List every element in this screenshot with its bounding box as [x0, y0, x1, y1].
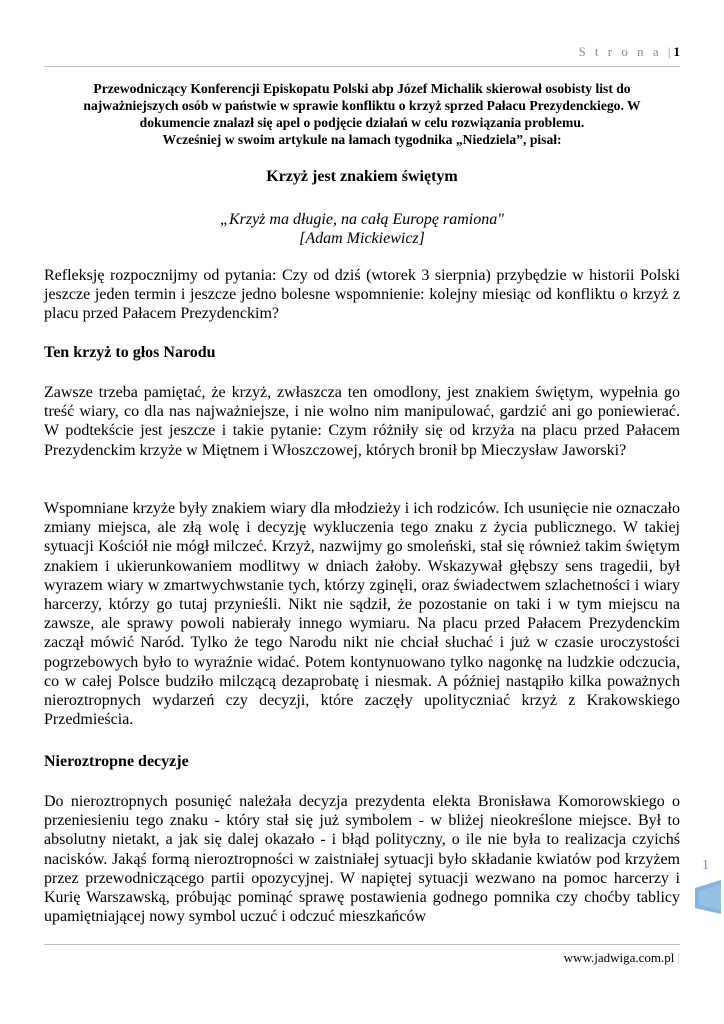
page-number: 1 — [673, 44, 680, 59]
paragraph-4: Do nieroztropnych posunięć należała decyzja prezydenta elekta Bronisława Komorowskiego o przeniesieniu tego znaku - który stał się już symbolem - w bliżej nieokreślone miejsce. Był to absolutny nietakt, a jak się dalej okazało - i błąd polityczny, o ile nie była to realizacja czyichś nacisków. Jakąś formą nieroztropności w zaistniałej sytuacji było składanie kwiatów pod krzyżem przez przewodniczącego partii opozycyjnej. W napiętej sytuacji wezwano na pomoc harcerzy i Kurię Warszawską, próbując pominąć sprawę postawienia godnego pomnika czy choćby tablicy upamiętniającej nowy symbol uczuć i odczuć mieszkańców — [44, 793, 680, 926]
page-footer — [564, 950, 680, 966]
epigraph — [44, 210, 680, 248]
page-header — [578, 44, 680, 60]
paragraph-2: Zawsze trzeba pamiętać, że krzyż, zwłaszcza ten omodlony, jest znakiem świętym, wypełnia go treść wiary, co dla nas najważniejsze, i nie wolno nim manipulować, gardzić ani go poniewierać. W podtekście jest jeszcze i takie pytanie: Czym różniły się od krzyża na placu przed Pałacem Prezydenckim krzyże w Miętnem i Włoszczowej, których bronił bp Mieczysław Jaworski? — [44, 384, 680, 459]
header-divider — [44, 66, 680, 67]
section-heading-1: Ten krzyż to głos Narodu — [44, 344, 216, 361]
footer-site: www.jadwiga.com.pl — [563, 950, 675, 965]
paragraph-3: Wspomniane krzyże były znakiem wiary dla młodzieży i ich rodziców. Ich usunięcie nie oznaczało zmiany miejsca, ale złą wolę i decyzję wykluczenia tego znaku z życia publicznego. W takiej sytuacji Kościół nie mógł milczeć. Krzyż, nazwijmy go smoleński, stał się również takim świętym znakiem i ukierunkowaniem modlitwy w dniach żałoby. Wskazywał głębszy sens tragedii, był wyrazem wiary w zmartwychwstanie tych, którzy zginęli, oraz świadectwem szlachetności i wiary harcerzy, którzy go tutaj przynieśli. Nikt nie sądził, że pozostanie on taki i w tym miejscu na zawsze, ale sprawy powoli nabierały innego wymiaru. Na placu przed Pałacem Prezydenckim zaczął mówić Naród. Tylko że tego Narodu nikt nie chciał słuchać i już w czasie uroczystości pogrzebowych było to wyraźnie widać. Potem kontynuowano tylko nagonkę na ludzkie odczucia, co w całej Polsce budziło milczącą dezaprobatę i niesmak. A później nastąpiło kilka poważnych nieroztropnych wydarzeń czy decyzji, które zaczęły upolityczniać krzyż z Krakowskiego Przedmieścia. — [44, 500, 680, 729]
intro-line: dokumencie znalazł się apel o podjęcie działań w celu rozwiązania problemu. — [139, 115, 585, 130]
paragraph-1: Refleksję rozpocznijmy od pytania: Czy od dziś (wtorek 3 sierpnia) przybędzie w historii Polski jeszcze jeden termin i jeszcze jedno bolesne wspomnienie: kolejny miesiąc od konfliktu o krzyż z placu przed Pałacem Prezydenckim? — [44, 267, 680, 323]
article-title: Krzyż jest znakiem świętym — [266, 168, 458, 185]
intro-line: najważniejszych osób w państwie w sprawie konfliktu o krzyż sprzed Pałacu Prezydenckiego. W — [83, 98, 641, 113]
page-tab-icon — [695, 880, 721, 914]
page-separator: | — [667, 44, 674, 59]
section-heading-2: Nieroztropne decyzje — [44, 753, 189, 770]
intro-line: Wcześniej w swoim artykule na łamach tygodnika „Niedziela”, pisał: — [162, 132, 562, 147]
side-page-number: 1 — [702, 858, 709, 873]
intro-block — [58, 80, 666, 148]
footer-divider — [44, 944, 680, 945]
epigraph-author: [Adam Mickiewicz] — [299, 230, 425, 247]
intro-line: Przewodniczący Konferencji Episkopatu Polski abp Józef Michalik skierował osobisty list do — [93, 81, 631, 96]
page-label: S t r o n a — [578, 44, 662, 59]
epigraph-text: „Krzyż ma długie, na całą Europę ramiona" — [220, 211, 504, 228]
footer-separator: | — [677, 950, 680, 965]
